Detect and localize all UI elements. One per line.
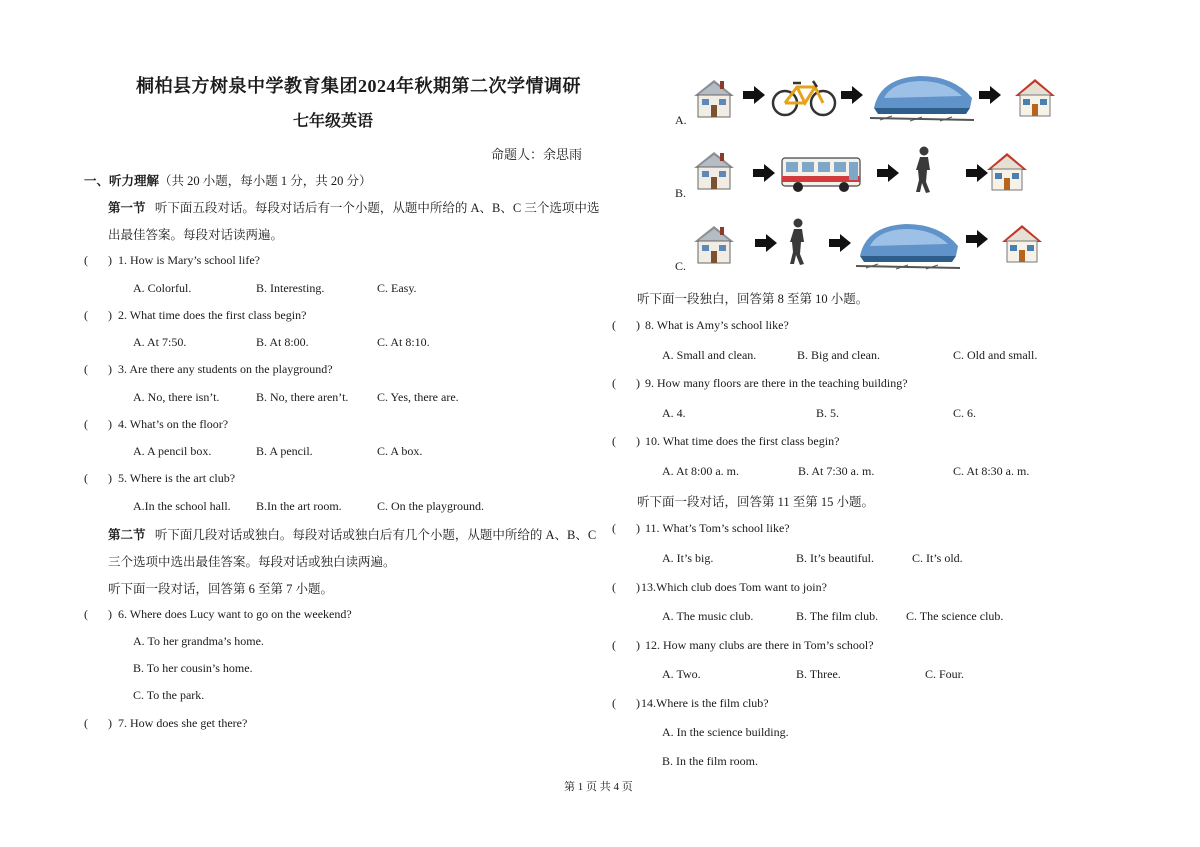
dialog-intro: 听下面一段对话，回答第 6 至第 7 小题。 (108, 582, 334, 596)
picture-option-a-label: A. (675, 113, 687, 127)
page-title: 桐柏县方树泉中学教育集团2024年秋期第二次学情调研 (136, 76, 581, 96)
option-a: A. No, there isn’t. (133, 390, 220, 404)
section-heading (84, 171, 372, 189)
walking-person-icon (786, 218, 810, 266)
option-b: B. 5. (816, 406, 840, 420)
answer-blank[interactable]: ( ) (612, 376, 640, 390)
option-b: B. At 8:00. (256, 335, 309, 349)
part2-instructions-b: 三个选项中选出最佳答案。每段对话或独白读两遍。 (108, 555, 396, 569)
option-c: C. On the playground. (377, 499, 484, 513)
option-b: B. A pencil. (256, 444, 313, 458)
option-b: B. It’s beautiful. (796, 551, 874, 565)
option-c: C. Four. (925, 667, 965, 681)
answer-blank[interactable]: ( ) (84, 716, 112, 730)
option-a: A.In the school hall. (133, 499, 231, 513)
option-c: C. A box. (377, 444, 423, 458)
option-b: B. The film club. (796, 609, 879, 623)
question-text: 9. How many floors are there in the teaching building? (645, 376, 908, 390)
option-b: B. To her cousin’s home. (133, 661, 253, 675)
bicycle-icon (769, 73, 839, 119)
answer-blank[interactable]: ( ) (84, 362, 112, 376)
page-footer: 第 1 页 共 4 页 (564, 781, 633, 793)
option-b: B. Big and clean. (797, 348, 880, 362)
option-c: C. It’s old. (912, 551, 963, 565)
answer-blank[interactable]: ( ) (612, 521, 640, 535)
arrow-icon (753, 164, 777, 182)
answer-blank[interactable]: ( ) (612, 434, 640, 448)
house-icon (985, 150, 1029, 196)
question-text: 6. Where does Lucy want to go on the weekend? (118, 607, 352, 621)
option-c: C. Old and small. (953, 348, 1038, 362)
question-text: 13.Which club does Tom want to join? (641, 580, 827, 594)
option-a: A. Two. (662, 667, 701, 681)
part1-instructions (108, 198, 599, 216)
option-a: A. Small and clean. (662, 348, 757, 362)
question-text: 7. How does she get there? (118, 716, 248, 730)
picture-option-c-label: C. (675, 259, 687, 273)
arrow-icon (966, 230, 990, 248)
train-icon (870, 68, 974, 122)
question-text: 10. What time does the first class begin? (645, 434, 840, 448)
picture-option-b-label: B. (675, 186, 687, 200)
question-text: 12. How many clubs are there in Tom’s school? (645, 638, 874, 652)
option-a: A. Colorful. (133, 281, 192, 295)
answer-blank[interactable]: ( ) (612, 696, 640, 710)
section-heading-note: （共 20 小题，每小题 1 分，共 20 分） (159, 174, 372, 188)
part2-instr-a: 听下面几段对话或独白。每段对话或独白后有几个小题，从题中所给的 A、B、C (154, 528, 597, 542)
arrow-icon (829, 234, 853, 252)
option-a: A. At 7:50. (133, 335, 187, 349)
option-a: A. At 8:00 a. m. (662, 464, 739, 478)
option-a: A. In the science building. (662, 725, 789, 739)
question-text: 5. Where is the art club? (118, 471, 236, 485)
answer-blank[interactable]: ( ) (84, 471, 112, 485)
answer-blank[interactable]: ( ) (84, 607, 112, 621)
author-line: 命题人：余思雨 (491, 147, 583, 162)
arrow-icon (841, 86, 865, 104)
question-text: 2. What time does the first class begin? (118, 308, 307, 322)
walking-person-icon (912, 146, 936, 194)
answer-blank[interactable]: ( ) (612, 318, 640, 332)
arrow-icon (755, 234, 779, 252)
option-c: C. Yes, there are. (377, 390, 459, 404)
question-text: 8. What is Amy’s school like? (645, 318, 789, 332)
arrow-icon (979, 86, 1003, 104)
question-text: 3. Are there any students on the playground? (118, 362, 333, 376)
option-b: B.In the art room. (256, 499, 342, 513)
question-text: 1. How is Mary’s school life? (118, 253, 260, 267)
option-c: C. Easy. (377, 281, 417, 295)
answer-blank[interactable]: ( ) (84, 417, 112, 431)
option-b: B. Three. (796, 667, 841, 681)
part2-instructions (108, 525, 596, 543)
question-text: 14.Where is the film club? (641, 696, 769, 710)
arrow-icon (877, 164, 901, 182)
question-text: 11. What’s Tom’s school like? (645, 521, 790, 535)
option-a: A. The music club. (662, 609, 754, 623)
answer-blank[interactable]: ( ) (612, 638, 640, 652)
option-c: C. At 8:10. (377, 335, 430, 349)
house-icon (1000, 222, 1044, 268)
house-icon (692, 222, 736, 270)
part1-instr-a: 听下面五段对话。每段对话后有一个小题，从题中所给的 A、B、C 三个选项中选 (154, 201, 600, 215)
arrow-icon (743, 86, 767, 104)
option-a: A. It’s big. (662, 551, 714, 565)
house-icon (1013, 76, 1057, 122)
option-c: C. To the park. (133, 688, 205, 702)
option-a: A. A pencil box. (133, 444, 212, 458)
option-c: C. At 8:30 a. m. (953, 464, 1030, 478)
option-b: B. In the film room. (662, 754, 758, 768)
answer-blank[interactable]: ( ) (84, 253, 112, 267)
option-b: B. Interesting. (256, 281, 325, 295)
option-b: B. No, there aren’t. (256, 390, 349, 404)
answer-blank[interactable]: ( ) (84, 308, 112, 322)
part1-label: 第一节 (108, 201, 146, 215)
train-icon (856, 216, 960, 270)
option-a: A. To her grandma’s home. (133, 634, 264, 648)
section-heading-title: 一、听力理解 (84, 174, 160, 188)
part1-instructions-b: 出最佳答案。每段对话读两遍。 (108, 228, 284, 242)
part2-label: 第二节 (108, 528, 146, 542)
question-text: 4. What’s on the floor? (118, 417, 229, 431)
house-icon (692, 76, 736, 124)
page-subtitle: 七年级英语 (293, 113, 374, 130)
option-a: A. 4. (662, 406, 686, 420)
bus-icon (780, 154, 862, 194)
dialog-intro-2: 听下面一段对话，回答第 11 至第 15 小题。 (637, 495, 875, 509)
option-c: C. The science club. (906, 609, 1004, 623)
house-icon (692, 148, 736, 196)
answer-blank[interactable]: ( ) (612, 580, 640, 594)
option-b: B. At 7:30 a. m. (798, 464, 875, 478)
option-c: C. 6. (953, 406, 977, 420)
monologue-intro: 听下面一段独白，回答第 8 至第 10 小题。 (637, 292, 869, 306)
